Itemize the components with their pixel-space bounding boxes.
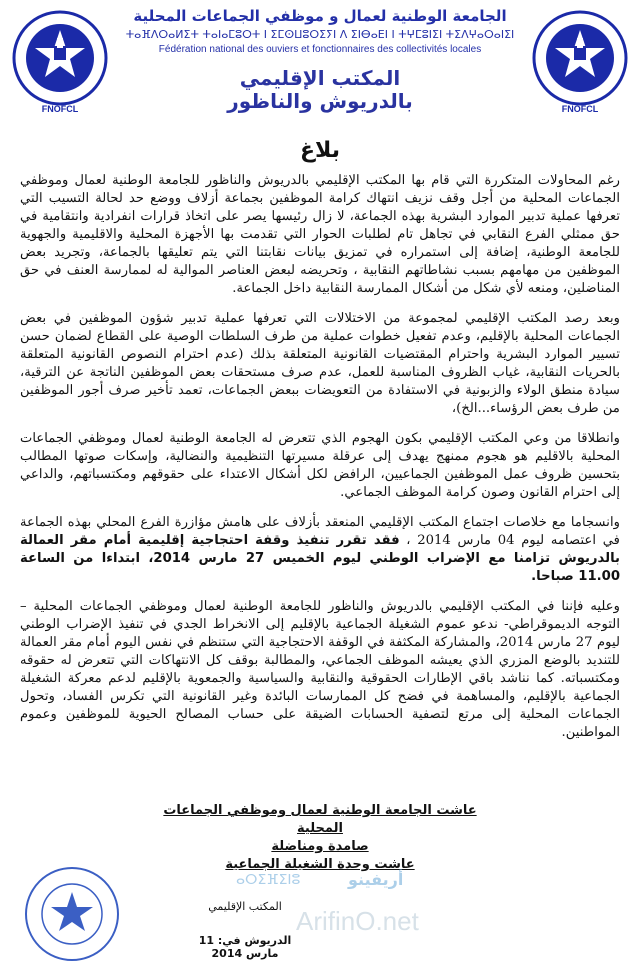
paragraph-2 [20,310,620,418]
watermark-latin: ArifinO.net [296,906,419,936]
paragraph-5 [20,598,620,742]
slogan-2: صامدة ومناضلة [271,839,369,854]
union-logo-right [528,8,632,112]
paragraph-text: رغم المحاولات المتكررة التي قام بها المكتب الإقليمي بالدريوش والناظور للجامعة الوطنية لعمال وموظفي الجماعات المحلية من أجل وقف نزيف انتهاك كرامة الموظفين بجماعة أزلاف ووضع حد لحالة التسيب التي تعرفها عملية تدبير الموارد البشرية بهذه الجماعة، لا زال رئيسها يصر على اتخاذ قرارات انفرادية وانتقامية في حق ممثلي الفرع النقابي في تجاهل تام لطلبات الحوار التي تقدمت بها الأجهزة المحلية والاقليمية والجهوية للجامعة الوطنية، إضافة إلى استمراره في تمزيق بيانات نقابتنا التي يتم تعليقها بالجماعة، وتجريد بعض الموظفين من مهامهم بسبب نشاطاتهم النقابية ، وتحريضه لبعض العناصر الموالية له لممارسة العنف في حق المناضلين، ومنعه لأي شكل من أشكال الممارسة النقابية داخل الجماعة. [20,173,620,296]
office-name [200,66,440,112]
signature-office: المكتب الإقليمي [208,900,282,913]
org-name-block [120,6,520,56]
watermark-arabic: أريفينو [348,870,404,889]
slogan-3: عاشت وحدة الشغيلة الجماعية [225,857,415,872]
watermark-tifinagh: ⴰⵔⵉⴼⵉⵏⵓ [236,872,301,888]
office-stamp [22,862,122,966]
paragraph-4 [20,514,620,586]
paragraph-1 [20,172,620,298]
letterhead [0,0,640,120]
paragraph-text: وانسجاما مع خلاصات اجتماع المكتب الإقليمي المنعقد بأزلاف على هامش مؤازرة الفرع المحلي بهذه الجماعة في اعتصامه ليوم 04 مارس 2014 ، [20,515,620,548]
slogan-1: عاشت الجامعة الوطنية لعمال وموظفي الجماعات المحلية [163,803,477,836]
union-logo-left [8,8,112,112]
paragraph-3 [20,430,620,502]
org-name-french: Fédération national des ouviers et fonctionnaires des collectivités locales [158,44,482,55]
paragraph-text: وبعد رصد المكتب الإقليمي لمجموعة من الاختلالات التي تعرفها عملية تدبير شؤون الموظفين في بعض الجماعات المحلية بالإقليم، وعدم تفعيل خطوات عملية من طرف السلطات الوصية على القطاع لضمان حسن تسيير الموارد البشرية واحترام المقتضيات القانونية المتعلقة بذلك (عدم احترام النصوص القانونية المتعلقة بالحريات النقابية، غياب الظروف المناسبة للعمل، عدم صرف مستحقات بعض الموظفين الناتجة عن الترقية، سيادة منطق الولاء والزبونية في الاستفادة من التعويضات ببعض الجماعات، تعمد تأخير صرف أجور الموظفين من طرف بعض الرؤساء...الخ)، [20,311,620,416]
paragraph-bold-decision: فقد تقرر تنفيذ وقفة احتجاجية إقليمية أمام مقر العمالة بالدريوش تزامنا مع الإضراب الوطني ليوم الخميس 27 مارس 2014، ابتداءا من الساعة 11.00 صباحا. [20,533,620,584]
paragraph-text: وانطلاقا من وعي المكتب الإقليمي بكون الهجوم الذي تتعرض له الجامعة الوطنية لعمال وموظفي الجماعات المحلية بالاقليم هو هجوم ممنهج يهدف إلى عرقلة مسيرتها التنظيمية والنضالية، وإسكات صوتها المطالب بتحسين ظروف عمل الموظفين الجماعيين، الرافض لكل أشكال الاعتداء على حقوقهم ومكتسباتهم، والداعي إلى احترام القانون وصون كرامة الموظف الجماعي. [20,431,620,500]
org-name-tifinagh: ⵜⴰⴼⴷⵔⴰⵍⵉⵜ ⵜⴰⵏⴰⵎⵓⵔⵜ ⵏ ⵉⵎⵙⵡⵓⵔⵉⵢⵏ ⴷ ⵉⵏⴱⴰⴹⵏ ⵏ ⵜⵖⵎⵓⵏⵉⵏ ⵜⵉⴷⵖⴰⵔⴰⵏⵉⵏ [125,28,515,41]
org-name-arabic: الجامعة الوطنية لعمال و موظفي الجماعات المحلية [133,7,507,25]
signature-date: الدريوش في: 11 مارس 2014 [198,934,292,960]
office-line-2: بالدريوش والناظور [227,89,413,113]
statement-body [20,172,620,754]
document-title: بلاغ [300,138,340,163]
paragraph-text: وعليه فإننا في المكتب الإقليمي بالدريوش والناظور للجامعة الوطنية لعمال وموظفي الجماعات المحلية – التوجه الديموقراطي- ندعو عموم الشغيلة الجماعية بالإقليم إلى الانخراط الجدي في تنفيذ الإضراب الوطني ليوم 27 مارس 2014، والمشاركة المكثفة في الوقفة الاحتجاجية التي ستنظم في نفس اليوم أمام مقر العمالة للتنديد بالوضع المزري الذي يعيشه الموظف الجماعي، والمطالبة بوقف كل الانتهاكات التي تتعرض له حقوقه ومكتسباته. كما نناشد باقي الإطارات الحقوقية والنقابية والسياسية والجمعوية بالإقليم لدعم معركة الشغيلة الجماعية بالإقليم، والمساهمة في فضح كل الممارسات البائدة وغير القانونية التي تكرس الفساد، وتحول الجماعات المحلية إلى مرتع لتصفية الحسابات الضيقة على حساب المصالح الحيوية للموظفين وعموم المواطنين. [20,599,620,740]
logo-right-caption: FNOFCL [561,104,599,114]
logo-left-caption: FNOFCL [41,104,79,114]
office-line-1: المكتب الإقليمي [239,66,401,90]
